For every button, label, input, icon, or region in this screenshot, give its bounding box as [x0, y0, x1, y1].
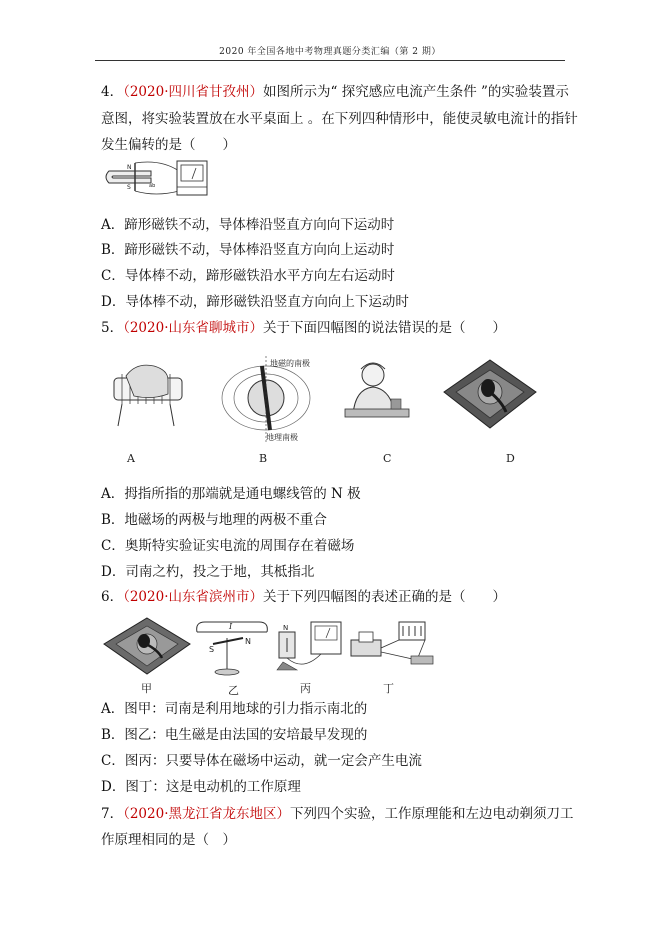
q4-option-b: B．蹄形磁铁不动，导体棒沿竖直方向向上运动时 [101, 242, 395, 258]
q4-number: 4． [101, 84, 124, 100]
q5-number: 5． [101, 320, 124, 336]
q4-figure-induction-apparatus [101, 157, 211, 199]
q6-source: （2020·山东省滨州市） [123, 589, 263, 605]
q7-stem-line-2: 作原理相同的是（ ） [101, 832, 236, 848]
q5-figure-b-earth-field [218, 356, 318, 446]
q5-option-c: C．奥斯特实验证实电流的周围存在着磁场 [101, 538, 355, 554]
q4-option-d: D．导体棒不动，蹄形磁铁沿竖直方向向上下运动时 [101, 294, 409, 310]
q6-number: 6． [101, 589, 124, 605]
q5-option-b: B．地磁场的两极与地理的两极不重合 [101, 512, 327, 528]
q4-source: （2020·四川省甘孜州） [123, 84, 263, 100]
q4-fig-s-label: S [127, 184, 131, 191]
q5-fig-b-bottom-label: 地理南极 [266, 433, 298, 442]
q5-option-d: D．司南之杓，投之于地，其柢指北 [101, 564, 315, 580]
q6-fig-yi-n-label: N [245, 637, 251, 646]
q5-stem [101, 320, 506, 336]
q5-stem-text: 关于下面四幅图的说法错误的是（ ） [263, 320, 506, 336]
q4-option-c: C．导体棒不动，蹄形磁铁沿水平方向左右运动时 [101, 268, 395, 284]
q6-option-c: C．图丙：只要导体在磁场中运动，就一定会产生电流 [101, 753, 422, 769]
q5-source: （2020·山东省聊城市） [123, 320, 263, 336]
q7-stem-line-1 [101, 806, 574, 822]
q6-fig-yi-s-label: S [209, 645, 215, 654]
q6-figure-yi-label: 乙 [228, 684, 239, 697]
q6-figure-jia-sinan [102, 616, 192, 678]
q5-figure-b-label: B [259, 452, 268, 465]
q6-figure-ding-label: 丁 [383, 682, 394, 695]
q6-fig-bing-n-label: N [283, 624, 289, 632]
q4-fig-n-label: N [127, 164, 132, 171]
q7-number: 7． [101, 806, 124, 822]
q4-stem-line-1 [101, 84, 569, 100]
q6-figure-bing-label: 丙 [300, 682, 311, 695]
q5-figure-c-oersted-portrait [343, 357, 413, 429]
q6-stem-text: 关于下列四幅图的表述正确的是（ ） [263, 589, 506, 605]
q5-fig-b-top-label: 地磁的南极 [270, 359, 310, 368]
q4-fig-ab-label: ab [149, 183, 156, 189]
q4-stem-line-3: 发生偏转的是（ ） [101, 137, 236, 153]
q6-figure-jia-label: 甲 [141, 682, 152, 695]
q5-figure-c-label: C [383, 452, 392, 465]
q6-figure-yi-oersted-experiment [193, 614, 273, 680]
q7-stem-text: 下列四个实验，工作原理能和左边电动剃须刀工 [290, 806, 574, 822]
q6-figure-bing-induction [273, 616, 345, 678]
q5-figure-d-sinan-compass [440, 356, 540, 436]
q5-figure-d-label: D [506, 452, 515, 465]
q6-fig-yi-current-label: I [229, 622, 233, 631]
header-divider [95, 60, 565, 61]
q6-stem [101, 589, 506, 605]
q6-option-b: B．图乙：电生磁是由法国的安培最早发现的 [101, 727, 368, 743]
q5-figure-a-label: A [127, 452, 135, 465]
q5-option-a: A．拇指所指的那端就是通电螺线管的 N 极 [101, 486, 361, 502]
page-header: 2020 年全国各地中考物理真题分类汇编（第 2 期） [219, 47, 441, 57]
q6-option-a: A．图甲：司南是利用地球的引力指示南北的 [101, 701, 368, 717]
q4-stem-text: 如图所示为“ 探究感应电流产生条件 ”的实验装置示 [263, 84, 569, 100]
q4-option-a: A．蹄形磁铁不动，导体棒沿竖直方向向下运动时 [101, 217, 395, 233]
q6-figure-ding-motor-circuit [347, 618, 439, 676]
q7-source: （2020·黑龙江省龙东地区） [123, 806, 290, 822]
q5-figure-a-solenoid-hand [108, 360, 188, 430]
q4-stem-line-2: 意图，将实验装置放在水平桌面上 。在下列四种情形中，能使灵敏电流计的指针 [101, 111, 578, 127]
q6-option-d: D．图丁：这是电动机的工作原理 [101, 779, 301, 795]
